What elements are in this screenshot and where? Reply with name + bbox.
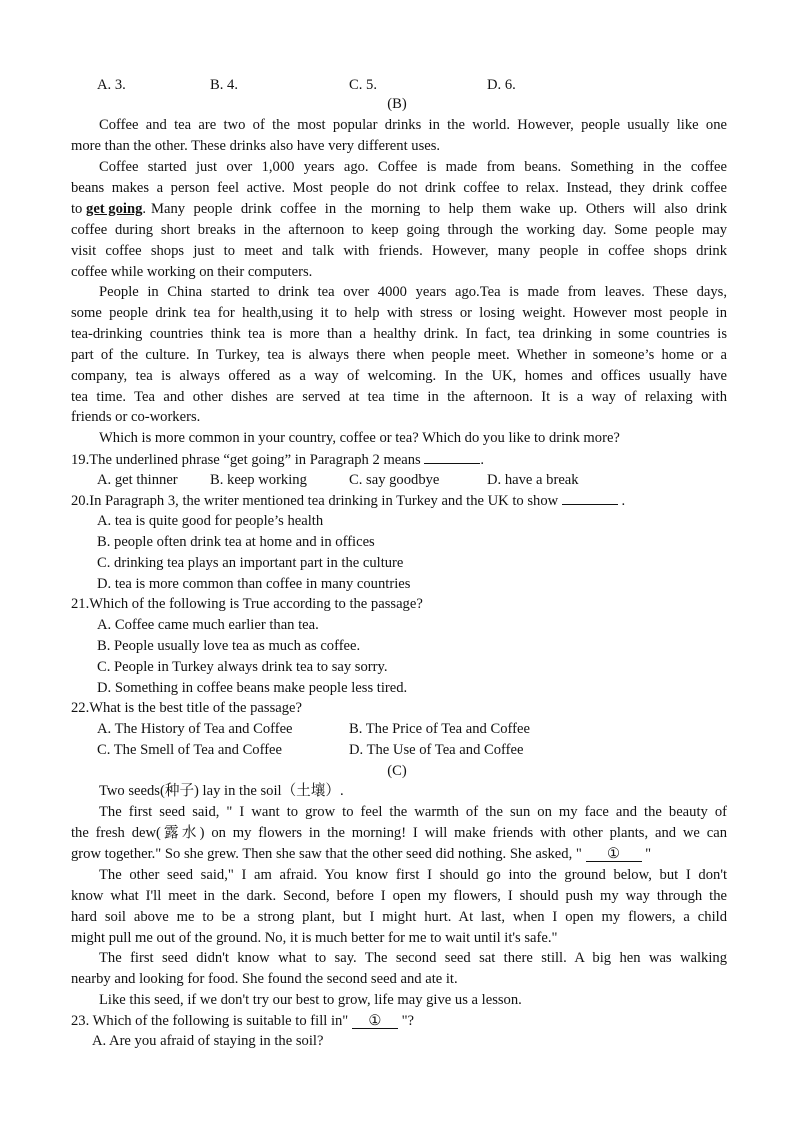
q20-option-a[interactable]: A. tea is quite good for people’s health (97, 513, 324, 529)
question-22: 22.What is the best title of the passage? (71, 700, 302, 716)
paragraph-line: People in China started to drink tea over 4000 years ago.Tea is made from leaves. These days, (99, 284, 727, 300)
prev-option-d: D. 6. (487, 77, 516, 93)
paragraph-line: hard soil above me to be a strong plant, but I might hurt. At last, when I open my flowers, a child (71, 909, 727, 925)
question-19: 19.The underlined phrase “get going” in Paragraph 2 means . (71, 449, 727, 470)
paragraph-line: tea-drinking countries think tea is more than a healthy drink. In fact, tea drinking in some countries is (71, 326, 727, 342)
text-to: to get going. (71, 201, 147, 217)
paragraph-line: nearby and looking for food. She found the second seed and ate it. (71, 971, 458, 987)
q20-option-b[interactable]: B. people often drink tea at home and in offices (97, 534, 375, 550)
q22-option-b[interactable]: B. The Price of Tea and Coffee (349, 721, 530, 737)
paragraph-line: know what I'll meet in the dark. Second, before I open my flowers, I should push my way through the (71, 888, 727, 904)
paragraph-line: beans makes a person feel active. Most people do not drink coffee to relax. Instead, they drink coffee (71, 180, 727, 196)
paragraph-line: The first seed said, " I want to grow to feel the warmth of the sun on my face and the beauty of (99, 804, 727, 820)
q22-option-d[interactable]: D. The Use of Tea and Coffee (349, 742, 524, 758)
paragraph-line: the fresh dew(露水) on my flowers in the morning! I will make friends with other plants, and we can (71, 825, 727, 841)
paragraph-line: Which is more common in your country, coffee or tea? Which do you like to drink more? (99, 430, 620, 446)
q21-option-b[interactable]: B. People usually love tea as much as coffee. (97, 638, 361, 654)
q20-option-d[interactable]: D. tea is more common than coffee in many countries (97, 576, 411, 592)
paragraph-line: Two seeds(种子) lay in the soil（土壤）. (99, 783, 344, 799)
paragraph-line: might pull me out of the ground. No, it is much better for me to wait until it's safe." (71, 930, 558, 946)
paragraph-line: coffee during short breaks in the afternoon to keep going through the working day. Some people may (71, 222, 727, 238)
paragraph-line: Like this seed, if we don't try our best to grow, life may give us a lesson. (99, 992, 522, 1008)
paragraph-line: Coffee started just over 1,000 years ago. Coffee is made from beans. Something in the coffee (99, 159, 727, 175)
blank-1[interactable]: ① (586, 844, 642, 862)
answer-blank[interactable] (562, 490, 618, 505)
q21-option-a[interactable]: A. Coffee came much earlier than tea. (97, 617, 319, 633)
paragraph-line: tea time. Tea and other dishes are served at tea time in the afternoon. It is a way of relaxing with (71, 389, 727, 405)
q19-option-c[interactable]: C. say goodbye (349, 472, 440, 488)
paragraph-line: some people drink tea for health,using it to help with stress or losing weight. However most people in (71, 305, 727, 321)
question-21: 21.Which of the following is True according to the passage? (71, 596, 423, 612)
question-23: 23. Which of the following is suitable to fill in" ① "? (71, 1013, 415, 1029)
q19-option-d[interactable]: D. have a break (487, 472, 579, 488)
paragraph-line: more than the other. These drinks also have very different uses. (71, 138, 441, 154)
prev-option-b: B. 4. (210, 77, 238, 93)
q21-option-c[interactable]: C. People in Turkey always drink tea to say sorry. (97, 659, 388, 675)
paragraph-line-underlined (71, 199, 727, 219)
blank-1-ref: ① (352, 1011, 398, 1029)
paragraph-line: friends or co-workers. (71, 409, 201, 425)
paragraph-line-with-blank: grow together." So she grew. Then she saw that the other seed did nothing. She asked, " ① " (71, 846, 652, 862)
section-b-heading: (B) (387, 96, 407, 112)
question-20: 20.In Paragraph 3, the writer mentioned tea drinking in Turkey and the UK to show . (71, 490, 727, 511)
answer-blank[interactable] (424, 449, 480, 464)
underlined-phrase: get going (86, 201, 143, 217)
section-c-heading: (C) (387, 763, 407, 779)
q22-option-a[interactable]: A. The History of Tea and Coffee (97, 721, 293, 737)
q19-option-a[interactable]: A. get thinner (97, 472, 178, 488)
q22-option-c[interactable]: C. The Smell of Tea and Coffee (97, 742, 283, 758)
paragraph-line: part of the culture. In Turkey, tea is always there when people meet. Whether in someone’s home or a (71, 347, 727, 363)
q23-option-a[interactable]: A. Are you afraid of staying in the soil? (92, 1033, 324, 1049)
q19-option-b[interactable]: B. keep working (210, 472, 307, 488)
paragraph-line: company, tea is always offered as a way of welcoming. In the UK, homes and offices usually have (71, 368, 727, 384)
prev-option-a: A. 3. (97, 77, 126, 93)
prev-option-c: C. 5. (349, 77, 377, 93)
paragraph-line-rest: Many people drink coffee in the morning to help them wake up. Others will also drink (151, 201, 727, 217)
paragraph-line: Coffee and tea are two of the most popular drinks in the world. However, people usually like one (99, 117, 727, 133)
paragraph-line: visit coffee shops just to meet and talk with friends. However, many people in coffee shops drink (71, 243, 727, 259)
paragraph-line: The first seed didn't know what to say. The second seed sat there still. A big hen was walking (99, 950, 727, 966)
paragraph-line: coffee while working on their computers. (71, 264, 313, 280)
q20-option-c[interactable]: C. drinking tea plays an important part in the culture (97, 555, 404, 571)
q21-option-d[interactable]: D. Something in coffee beans make people less tired. (97, 680, 408, 696)
paragraph-line: The other seed said," I am afraid. You know first I should go into the ground below, but I don't (99, 867, 727, 883)
